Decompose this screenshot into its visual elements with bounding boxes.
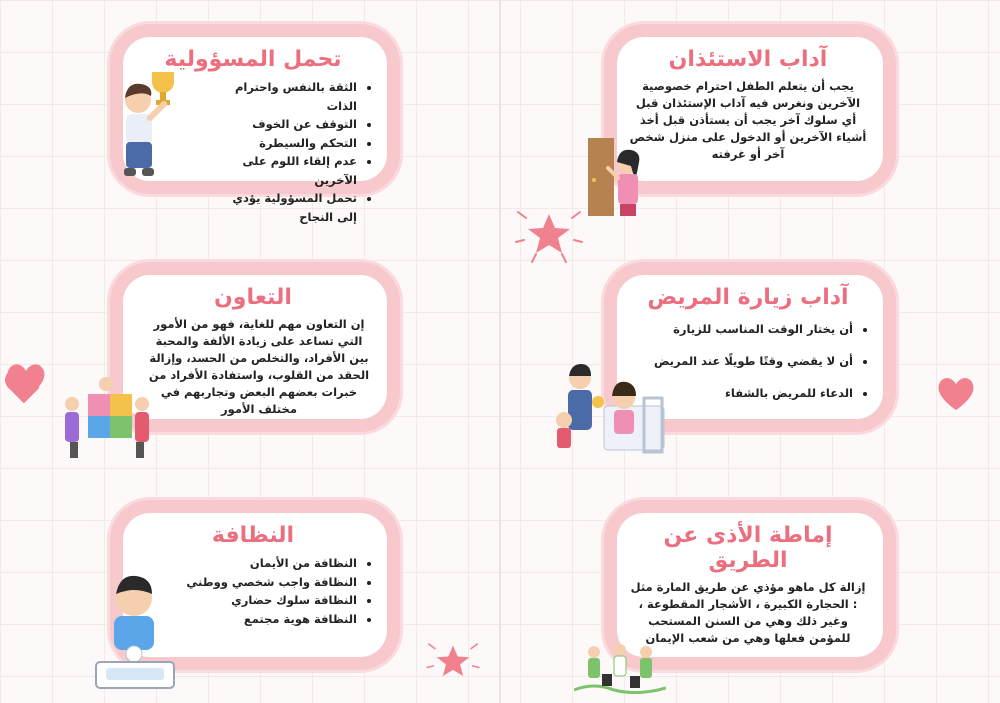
card-title: تحمل المسؤولية — [164, 47, 342, 72]
boy-washing-hands-illustration — [92, 572, 178, 694]
list-item: • النظافة هوية مجتمع — [133, 610, 357, 629]
hospital-visit-illustration — [552, 358, 670, 456]
heart-icon-right — [936, 374, 976, 412]
star-icon — [424, 634, 482, 690]
card-text: يجب أن يتعلم الطفل احترام خصوصية الآخرين ونغرس فيه آداب الإستئذان قبل أي سلوك آخر يجب أن يستأذن قبل أخذ أشياء الآخرين أو الدخول على منزل شخص آخر أو غرفته — [629, 79, 867, 161]
list-item: • النظافة واجب شخصي ووطني — [133, 573, 357, 592]
list-item: • التحكم والسيطرة — [213, 134, 357, 153]
card-title: إماطة الأذى عن الطريق — [663, 523, 833, 573]
list-item: • تحمل المسؤولية يؤدي إلى النجاح — [213, 189, 357, 226]
boy-trophy-illustration — [112, 68, 192, 180]
card-title: التعاون — [214, 285, 292, 310]
card-title: آداب الاستئذان — [668, 47, 828, 72]
card-list — [213, 78, 373, 226]
card-title: آداب زيارة المريض — [647, 285, 849, 310]
list-item: • الدعاء للمريض بالشفاء — [627, 380, 853, 406]
list-item: • النظافة من الأيمان — [133, 554, 357, 573]
card-text: إزالة كل ماهو مؤذي عن طريق المارة مثل : الحجارة الكبيرة ، الأشجار المقطوعة ، وغير ذلك وهي من السنن المستحب للمؤمن فعلها وهي من شعب الإيمان — [630, 580, 866, 645]
list-item: • أن يختار الوقت المناسب للزيارة — [627, 316, 853, 342]
card-title: النظافة — [211, 523, 295, 548]
puzzle-kids-illustration — [58, 374, 156, 462]
star-icon — [512, 204, 586, 266]
kids-cleaning-illustration — [574, 638, 666, 694]
heart-icon-left — [5, 360, 47, 400]
list-item: • عدم إلقاء اللوم على الآخرين — [213, 152, 357, 189]
girl-door-illustration — [586, 136, 648, 218]
list-item: • الثقة بالنفس واحترام الذات — [213, 78, 357, 115]
list-item: • التوقف عن الخوف — [213, 115, 357, 134]
list-item: • أن لا يقضي وقتًا طويلًا عند المريض — [627, 342, 853, 380]
list-item: • النظافة سلوك حضاري — [133, 591, 357, 610]
page-divider — [499, 0, 501, 703]
card-text: إن التعاون مهم للغاية، فهو من الأمور التي تساعد على زيادة الألفة والمحبة بين الأفراد، والتخلص من الحسد، وإزالة الحقد من القلوب، واستفادة الأفراد من خبرات بعضهم البعض وتجاربهم في مختلف الأمور — [148, 317, 370, 416]
